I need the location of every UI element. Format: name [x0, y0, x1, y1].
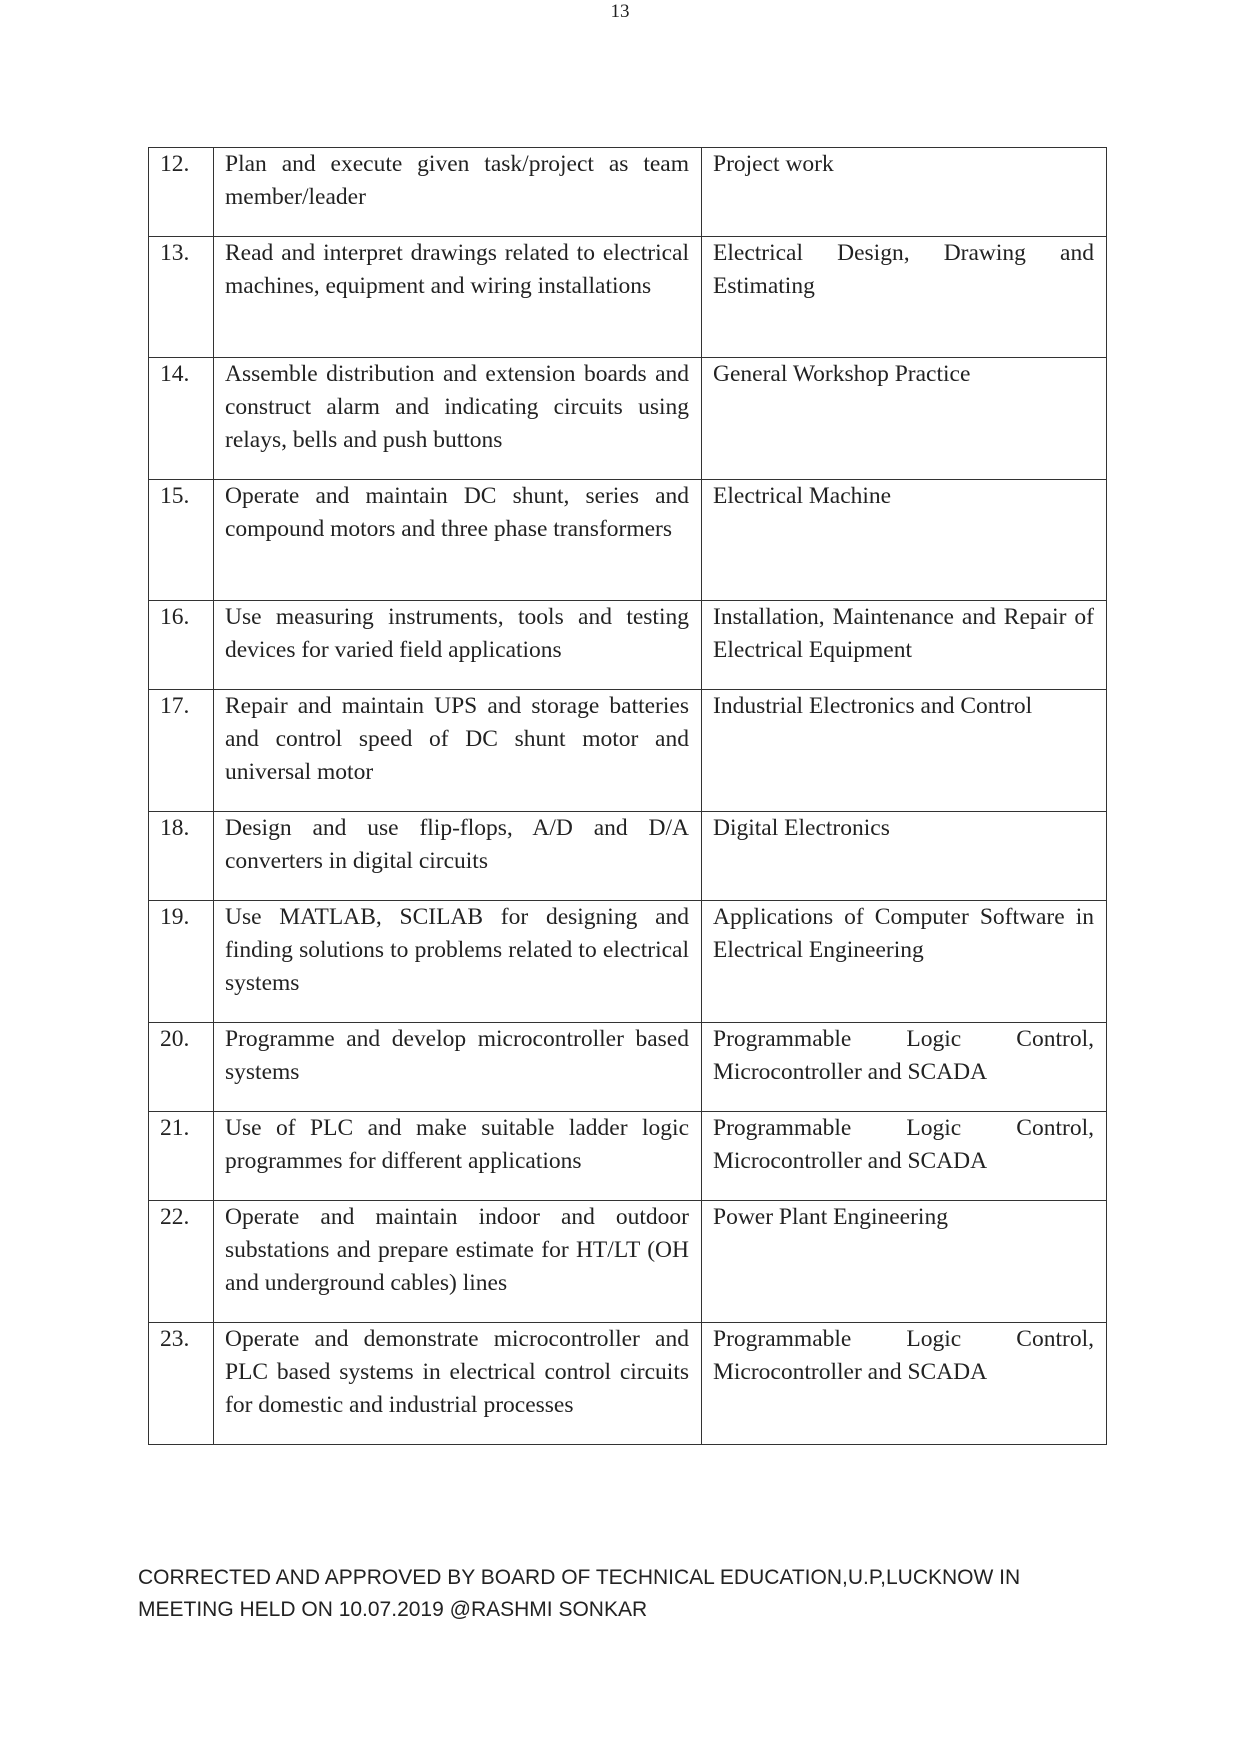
outcome-cell: Read and interpret drawings related to electrical machines, equipment and wiring installations — [214, 237, 702, 358]
table-row — [149, 1023, 1107, 1112]
outcome-cell: Repair and maintain UPS and storage batteries and control speed of DC shunt motor and universal motor — [214, 690, 702, 812]
outcome-cell: Use measuring instruments, tools and testing devices for varied field applications — [214, 601, 702, 690]
row-number: 21. — [149, 1112, 214, 1201]
subject-cell: Power Plant Engineering — [702, 1201, 1107, 1323]
subject-cell: Industrial Electronics and Control — [702, 690, 1107, 812]
row-number: 20. — [149, 1023, 214, 1112]
outcomes-table — [148, 147, 1107, 1445]
page-number: 13 — [610, 1, 630, 22]
approval-footer — [138, 1562, 1058, 1626]
row-number: 12. — [149, 148, 214, 237]
outcome-cell: Assemble distribution and extension boards and construct alarm and indicating circuits using relays, bells and push buttons — [214, 358, 702, 480]
subject-cell: Digital Electronics — [702, 812, 1107, 901]
subject-cell: Programmable Logic Control, Microcontroller and SCADA — [702, 1323, 1107, 1445]
outcome-cell: Use MATLAB, SCILAB for designing and finding solutions to problems related to electrical systems — [214, 901, 702, 1023]
table-row — [149, 812, 1107, 901]
row-number: 22. — [149, 1201, 214, 1323]
table-row — [149, 480, 1107, 601]
row-number: 17. — [149, 690, 214, 812]
subject-cell: Applications of Computer Software in Electrical Engineering — [702, 901, 1107, 1023]
row-number: 18. — [149, 812, 214, 901]
subject-cell: Programmable Logic Control, Microcontroller and SCADA — [702, 1023, 1107, 1112]
outcome-cell: Operate and demonstrate microcontroller and PLC based systems in electrical control circuits for domestic and industrial processes — [214, 1323, 702, 1445]
row-number: 14. — [149, 358, 214, 480]
table-row — [149, 358, 1107, 480]
footer-line-1: CORRECTED AND APPROVED BY BOARD OF TECHNICAL EDUCATION,U.P,LUCKNOW IN — [138, 1566, 1021, 1589]
outcome-cell: Use of PLC and make suitable ladder logic programmes for different applications — [214, 1112, 702, 1201]
table-row — [149, 237, 1107, 358]
table-row — [149, 148, 1107, 237]
subject-cell: General Workshop Practice — [702, 358, 1107, 480]
outcome-cell: Plan and execute given task/project as team member/leader — [214, 148, 702, 237]
table-row — [149, 1112, 1107, 1201]
row-number: 16. — [149, 601, 214, 690]
footer-line-2: MEETING HELD ON 10.07.2019 @RASHMI SONKAR — [138, 1598, 648, 1621]
subject-cell: Electrical Design, Drawing and Estimating — [702, 237, 1107, 358]
outcome-cell: Programme and develop microcontroller based systems — [214, 1023, 702, 1112]
table-row — [149, 1323, 1107, 1445]
row-number: 13. — [149, 237, 214, 358]
table-row — [149, 901, 1107, 1023]
row-number: 23. — [149, 1323, 214, 1445]
outcome-cell: Operate and maintain DC shunt, series and compound motors and three phase transformers — [214, 480, 702, 601]
subject-cell: Programmable Logic Control, Microcontroller and SCADA — [702, 1112, 1107, 1201]
table-row — [149, 601, 1107, 690]
outcome-cell: Design and use flip-flops, A/D and D/A converters in digital circuits — [214, 812, 702, 901]
table-row — [149, 1201, 1107, 1323]
subject-cell: Installation, Maintenance and Repair of Electrical Equipment — [702, 601, 1107, 690]
row-number: 19. — [149, 901, 214, 1023]
table-row — [149, 690, 1107, 812]
row-number: 15. — [149, 480, 214, 601]
subject-cell: Project work — [702, 148, 1107, 237]
subject-cell: Electrical Machine — [702, 480, 1107, 601]
outcome-cell: Operate and maintain indoor and outdoor substations and prepare estimate for HT/LT (OH and underground cables) lines — [214, 1201, 702, 1323]
